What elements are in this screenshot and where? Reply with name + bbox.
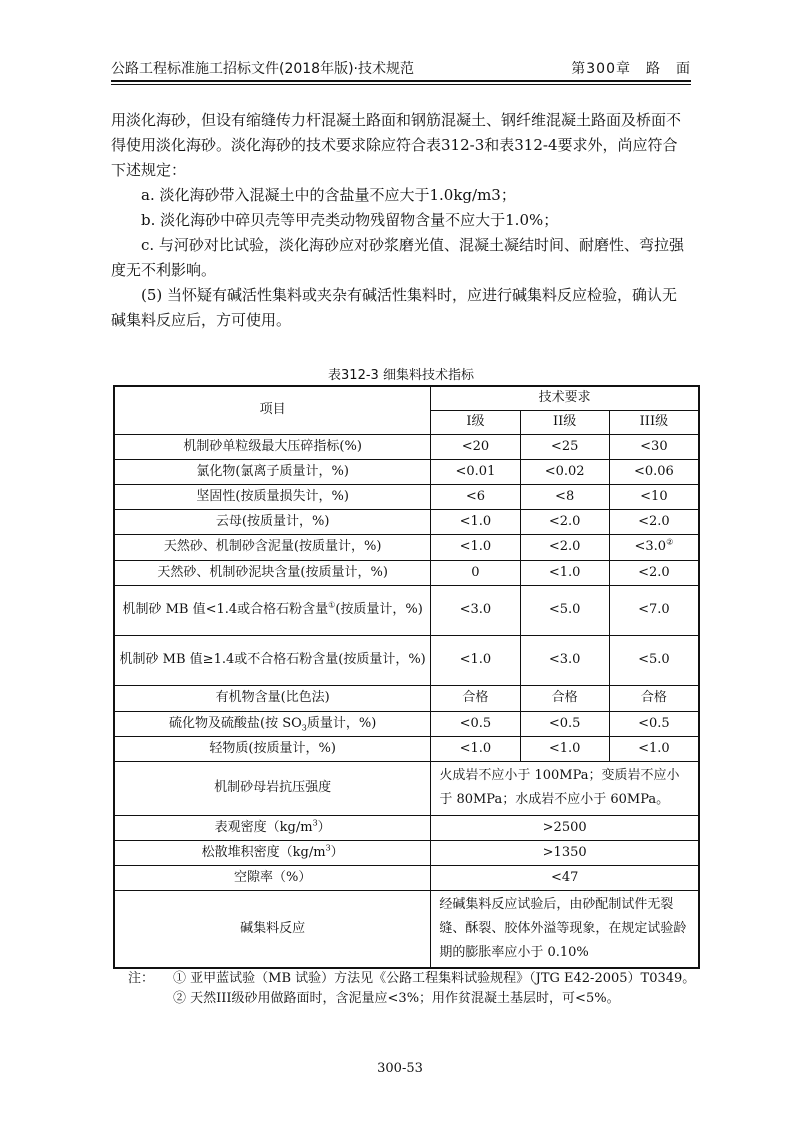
row-value: <1.0 (431, 736, 520, 761)
row-value: <3.0 (431, 585, 520, 635)
row-value-merged: <47 (431, 865, 699, 890)
row-value (609, 534, 699, 560)
row-item: 机制砂母岩抗压强度 (114, 761, 431, 815)
row-item: 碱集料反应 (114, 890, 431, 968)
header-level-1: I级 (431, 410, 520, 434)
row-item-text: ） (330, 844, 344, 860)
row-item: 空隙率（%） (114, 865, 431, 890)
note-1-text: ① 亚甲蓝试验（MB 试验）方法见《公路工程集料试验规程》（JTG E42-2005）T0349。 (173, 971, 696, 986)
row-value: 合格 (431, 685, 520, 711)
row-value: <1.0 (431, 509, 520, 534)
table-row (114, 434, 699, 459)
row-item-text: 硫化物及硫酸盐(按 SO (169, 715, 302, 731)
row-value: 合格 (520, 685, 609, 711)
row-value: <5.0 (609, 635, 699, 685)
row-value: <7.0 (609, 585, 699, 635)
table-row (114, 890, 699, 968)
row-value: <10 (609, 484, 699, 509)
table-row (114, 635, 699, 685)
header-document-title: 公路工程标准施工招标文件(2018年版)·技术规范 (111, 61, 415, 77)
row-value: 合格 (609, 685, 699, 711)
row-value: <6 (431, 484, 520, 509)
paragraph: 用淡化海砂，但设有缩缝传力杆混凝土路面和钢筋混凝土、钢纤维混凝土路面及桥面不得使用淡化海砂。淡化海砂的技术要求除应符合表312-3和表312-4要求外，尚应符合下述规定： (111, 111, 682, 179)
row-value: <0.5 (431, 711, 520, 736)
table-row (114, 761, 699, 815)
row-value-merged: >2500 (431, 815, 699, 840)
header-item: 项目 (114, 386, 431, 434)
row-item (114, 815, 431, 840)
row-value-merged: 火成岩不应小于 100MPa；变质岩不应小于 80MPa；水成岩不应小于 60MPa。 (431, 761, 699, 815)
row-item (114, 711, 431, 736)
row-item-text: ） (317, 819, 331, 835)
row-value: <2.0 (520, 509, 609, 534)
row-value-merged: >1350 (431, 840, 699, 865)
table-row (114, 736, 699, 761)
row-item: 机制砂单粒级最大压碎指标(%) (114, 434, 431, 459)
clause-a: a. 淡化海砂带入混凝土中的含盐量不应大于1.0kg/m3； (141, 186, 516, 204)
row-value: <3.0 (520, 635, 609, 685)
header-level-2: II级 (520, 410, 609, 434)
notes-label: 注： (128, 971, 155, 986)
row-value: <1.0 (431, 534, 520, 560)
row-item: 坚固性(按质量损失计，%) (114, 484, 431, 509)
table-notes (128, 969, 698, 1009)
row-value: <8 (520, 484, 609, 509)
row-item (114, 585, 431, 635)
row-value: <2.0 (520, 534, 609, 560)
body-text (111, 108, 691, 333)
row-item: 有机物含量(比色法) (114, 685, 431, 711)
row-value: 0 (431, 560, 520, 585)
footnote-marker: ① (328, 600, 336, 610)
header-requirement: 技术要求 (431, 386, 699, 410)
header-level-3: III级 (609, 410, 699, 434)
row-item-text: 机制砂 MB 值<1.4或合格石粉含量 (122, 602, 329, 617)
row-value: <1.0 (609, 736, 699, 761)
table-row (114, 685, 699, 711)
row-value: <0.01 (431, 459, 520, 484)
table-row (114, 585, 699, 635)
row-item: 氯化物(氯离子质量计，%) (114, 459, 431, 484)
clause-b: b. 淡化海砂中碎贝壳等甲壳类动物残留物含量不应大于1.0%； (141, 211, 559, 229)
table-header-row (114, 386, 699, 410)
note-1 (128, 969, 698, 989)
row-item: 天然砂、机制砂泥块含量(按质量计，%) (114, 560, 431, 585)
table-row (114, 840, 699, 865)
row-value: <1.0 (431, 635, 520, 685)
row-value: <0.5 (520, 711, 609, 736)
paragraph-5: (5) 当怀疑有碱活性集料或夹杂有碱活性集料时，应进行碱集料反应检验，确认无碱集料反应后，方可使用。 (111, 286, 678, 329)
row-value: <0.5 (609, 711, 699, 736)
page-header (111, 54, 691, 80)
table-row (114, 459, 699, 484)
row-item-text: 质量计，%) (306, 715, 377, 731)
row-item: 轻物质(按质量计，%) (114, 736, 431, 761)
row-item-text: (按质量计，%) (335, 602, 423, 617)
superscript: 3 (325, 843, 331, 853)
row-item (114, 840, 431, 865)
fine-aggregate-spec-table (113, 385, 700, 969)
row-value: <5.0 (520, 585, 609, 635)
row-value: <30 (609, 434, 699, 459)
row-item: 天然砂、机制砂含泥量(按质量计，%) (114, 534, 431, 560)
row-value: <1.0 (520, 736, 609, 761)
row-item: 机制砂 MB 值≥1.4或不合格石粉含量(按质量计，%) (114, 635, 431, 685)
table-row (114, 815, 699, 840)
row-item-text: 表观密度（kg/m (214, 819, 313, 835)
row-value: <2.0 (609, 560, 699, 585)
subscript: 3 (301, 723, 307, 733)
row-value: <1.0 (520, 560, 609, 585)
table-row (114, 534, 699, 560)
row-item-text: 松散堆积密度（kg/m (201, 844, 326, 860)
superscript: 3 (312, 818, 318, 828)
footnote-marker: ② (666, 537, 674, 547)
table-row (114, 865, 699, 890)
row-item: 云母(按质量计，%) (114, 509, 431, 534)
row-value-text: <3.0 (634, 539, 667, 554)
table-row (114, 509, 699, 534)
row-value: <20 (431, 434, 520, 459)
row-value: <2.0 (609, 509, 699, 534)
table-caption: 表312-3 细集料技术指标 (328, 368, 474, 383)
note-2 (128, 989, 698, 1009)
table-row (114, 711, 699, 736)
header-rule (111, 80, 691, 82)
header-rule-thin (111, 84, 691, 85)
note-2-text: ② 天然III级砂用做路面时，含泥量应<3%；用作贫混凝土基层时，可<5%。 (173, 991, 620, 1006)
clause-c: c. 与河砂对比试验，淡化海砂应对砂浆磨光值、混凝土凝结时间、耐磨性、弯拉强度无不利影响。 (111, 236, 684, 279)
row-value: <0.06 (609, 459, 699, 484)
header-chapter: 第300章 路 面 (571, 61, 691, 77)
page-number: 300-53 (377, 1061, 423, 1076)
row-value: <0.02 (520, 459, 609, 484)
row-value: <25 (520, 434, 609, 459)
row-value-merged: 经碱集料反应试验后，由砂配制试件无裂缝、酥裂、胶体外溢等现象，在规定试验龄期的膨胀率应小于 0.10% (431, 890, 699, 968)
table-row (114, 560, 699, 585)
table-row (114, 484, 699, 509)
